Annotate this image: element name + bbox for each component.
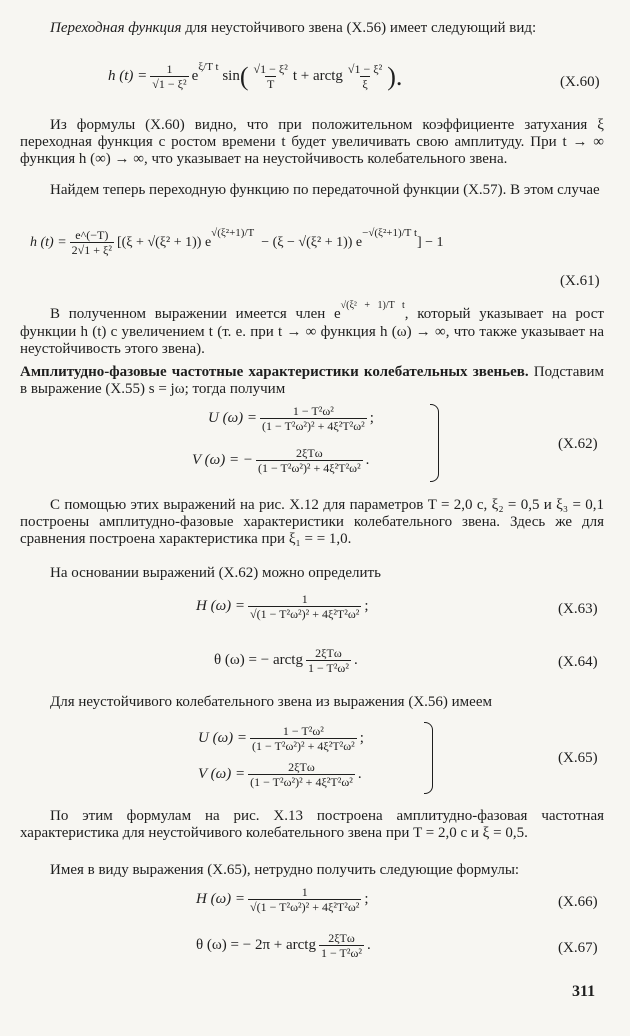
- numerator: 1 − T²ω²: [282, 724, 324, 738]
- fraction: [150, 62, 188, 91]
- right-paren: ).: [387, 61, 403, 91]
- numerator: √1 − ξ²: [253, 62, 288, 76]
- equation-label: (X.60): [560, 74, 600, 90]
- fraction: [306, 646, 351, 675]
- numerator: 1: [166, 62, 173, 76]
- equation-x64: [214, 646, 358, 675]
- equation-x65-u: [198, 724, 364, 753]
- equation-x62-u: [208, 404, 374, 433]
- paragraph: Найдем теперь переходную функцию по передаточной функции (X.57). В этом случае: [50, 182, 600, 198]
- paragraph-transfer-function: [20, 20, 604, 37]
- denominator: 1 − T²ω²: [320, 946, 362, 960]
- punctuation: .: [366, 937, 371, 953]
- eq-lhs: H (ω) =: [196, 891, 246, 907]
- equation-label: (X.61): [560, 273, 600, 289]
- equation-label: (X.64): [558, 654, 598, 670]
- equation-x65-v: [198, 760, 362, 789]
- exponent: −√(ξ²+1)/T t: [362, 226, 417, 239]
- punctuation: ;: [364, 891, 369, 907]
- denominator: ξ: [362, 77, 368, 91]
- numerator: 2ξTω: [315, 646, 342, 660]
- eq-term: [(ξ + √(ξ² + 1)) e: [116, 234, 212, 250]
- denominator: (1 − T²ω²)² + 4ξ²T²ω²: [252, 739, 355, 753]
- eq-lhs: θ (ω) = − 2π + arctg: [196, 937, 316, 953]
- eq-lhs: H (ω) =: [196, 598, 246, 614]
- denominator: √(1 − T²ω²)² + 4ξ²T²ω²: [250, 607, 360, 621]
- exponent: √(ξ²+1)/T: [211, 226, 255, 239]
- denominator: T: [266, 77, 275, 91]
- equation-label: (X.66): [558, 894, 598, 910]
- punctuation: ;: [369, 410, 374, 426]
- punctuation: ;: [364, 598, 369, 614]
- paragraph: Имея в виду выражения (X.65), нетрудно получить следующие формулы:: [50, 862, 520, 878]
- equation-x63: [196, 592, 369, 621]
- left-paren: (: [239, 61, 249, 91]
- equation-label: (X.65): [558, 750, 598, 766]
- paragraph: Для неустойчивого колебательного звена из выражения (X.56) имеем: [50, 694, 492, 710]
- numerator: 1: [301, 885, 308, 899]
- eq-term: − (ξ − √(ξ² + 1)) e: [261, 234, 363, 250]
- numerator: e^(−T): [75, 228, 109, 242]
- equation-x62-v: [192, 446, 369, 475]
- numerator: 2ξTω: [296, 446, 323, 460]
- fraction: [252, 62, 290, 91]
- denominator: (1 − T²ω²)² + 4ξ²T²ω²: [262, 419, 365, 433]
- denominator: √1 − ξ²: [152, 77, 187, 91]
- fraction: [319, 931, 364, 960]
- paragraph-text: Подставим в выражение (X.55) s = jω; тогда получим: [20, 364, 604, 397]
- section-heading-block: [20, 364, 604, 398]
- paragraph: С помощью этих выражений на рис. X.12 для параметров T = 2,0 с, ξ₂ = 0,5 и ξ₃ = 0,1 построены амплитудно-фазовые характеристики колебательного звена. Здесь же для сравнения построена характеристика при ξ₁ = = 1,0.: [20, 497, 604, 547]
- punctuation: ;: [359, 730, 364, 746]
- equation-x61: [30, 228, 444, 257]
- numerator: 2ξTω: [328, 931, 355, 945]
- equation-x60: [108, 62, 402, 91]
- numerator: 1: [301, 592, 308, 606]
- numerator: 2ξTω: [288, 760, 315, 774]
- paragraph-text: В полученном выражении имеется член e: [50, 306, 341, 322]
- denominator: 2√1 + ξ²: [71, 243, 112, 257]
- italic-term: Переходная функция: [50, 20, 182, 36]
- denominator: (1 − T²ω²)² + 4ξ²T²ω²: [257, 461, 361, 475]
- fraction: [70, 228, 114, 257]
- denominator: √(1 − T²ω²)² + 4ξ²T²ω²: [250, 900, 360, 914]
- fraction: [250, 724, 357, 753]
- equation-label: (X.63): [558, 601, 598, 617]
- paragraph: Из формулы (X.60) видно, что при положительном коэффициенте затухания ξ переходная функция с ростом времени t будет увеличивать свою амплитуду. При t → ∞ функция h (∞) → ∞, что указывает на неустойчивость колебательного звена.: [20, 117, 604, 167]
- paragraph-text: , который указывает на рост функции h (t) с увеличением t (т. е. при t → ∞ функция h (ω) → ∞, что также указывает на неустойчивость этого звена).: [20, 306, 604, 357]
- exponent: √(ξ² + 1)/T t: [340, 300, 405, 311]
- equation-x67: [196, 931, 371, 960]
- denominator: (1 − T²ω²)² + 4ξ²T²ω²: [250, 775, 353, 789]
- exp-base: e: [191, 68, 199, 84]
- fraction: [346, 62, 384, 91]
- eq-lhs: V (ω) =: [198, 766, 246, 782]
- right-brace: [430, 404, 439, 482]
- paragraph: По этим формулам на рис. X.13 построена амплитудно-фазовая частотная характеристика для неустойчивого колебательного звена при T = 2,0 с и ξ = 0,5.: [20, 808, 604, 841]
- eq-lhs: U (ω) =: [208, 410, 258, 426]
- eq-lhs: h (t) =: [30, 234, 67, 250]
- section-heading: Амплитудно-фазовые частотные характеристики колебательных звеньев.: [20, 364, 529, 380]
- eq-lhs: h (t) =: [108, 68, 148, 84]
- denominator: 1 − T²ω²: [307, 661, 349, 675]
- right-brace: [424, 722, 433, 794]
- punctuation: .: [357, 766, 362, 782]
- paragraph: На основании выражений (X.62) можно определить: [50, 565, 381, 581]
- equation-x66: [196, 885, 369, 914]
- numerator: √1 − ξ²: [347, 62, 383, 76]
- equation-label: (X.62): [558, 436, 598, 452]
- punctuation: .: [353, 652, 358, 668]
- fraction: [248, 760, 355, 789]
- fraction: [248, 592, 361, 621]
- fraction: [260, 404, 367, 433]
- fraction: [256, 446, 363, 475]
- eq-term: t + arctg: [292, 68, 343, 84]
- eq-lhs: V (ω) = −: [192, 452, 253, 468]
- numerator: 1 − T²ω²: [292, 404, 334, 418]
- fraction: [248, 885, 361, 914]
- sin-fn: sin: [222, 68, 240, 84]
- exponent: ξ/T t: [198, 60, 219, 73]
- equation-label: (X.67): [558, 940, 598, 956]
- punctuation: .: [365, 452, 370, 468]
- eq-lhs: θ (ω) = − arctg: [214, 652, 303, 668]
- paragraph-text: для неустойчивого звена (X.56) имеет следующий вид:: [181, 20, 537, 36]
- eq-lhs: U (ω) =: [198, 730, 248, 746]
- page-number: 311: [572, 983, 596, 1000]
- eq-term: ] − 1: [417, 234, 444, 250]
